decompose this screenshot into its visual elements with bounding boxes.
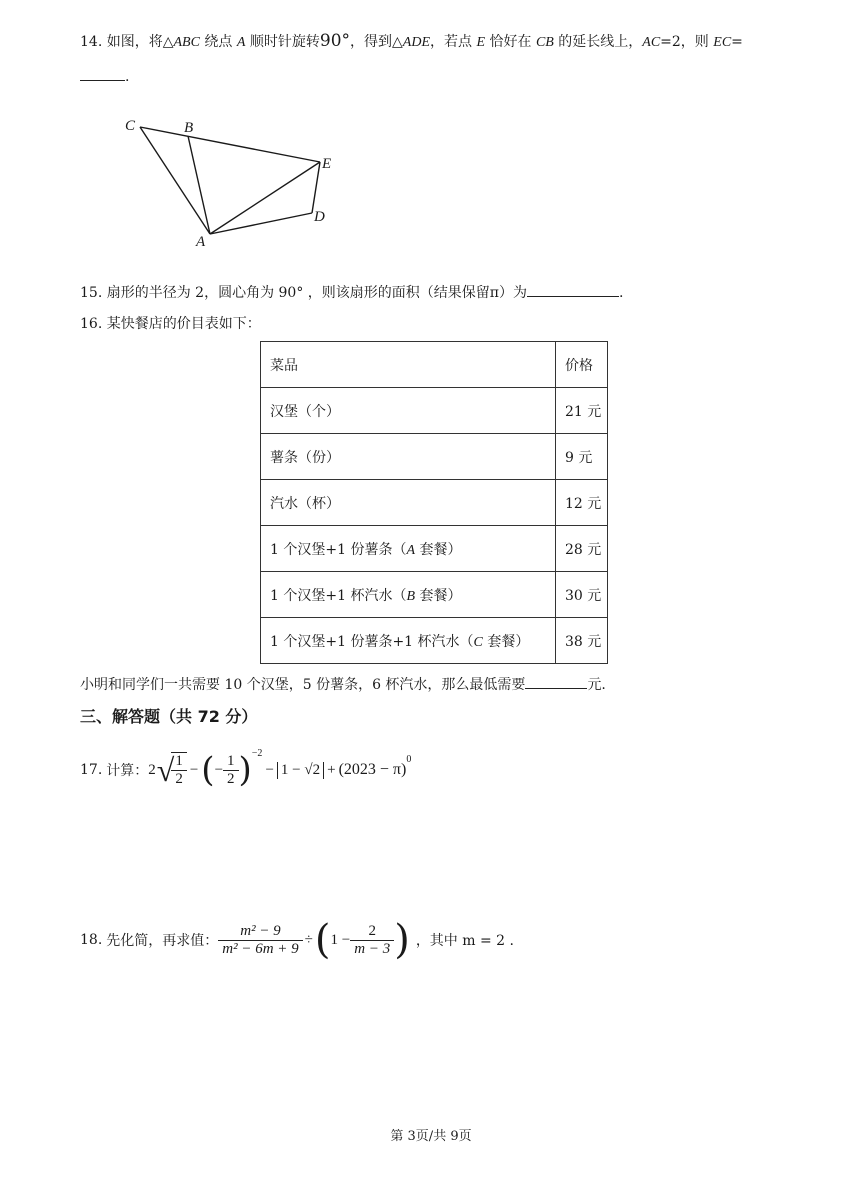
- segment-ca: [140, 127, 210, 234]
- q15-number: 15.: [80, 285, 103, 301]
- q16-intro: 某快餐店的价目表如下：: [106, 316, 261, 332]
- q17-minus2: −: [265, 761, 274, 778]
- abs-content: 1 − √2: [280, 761, 321, 778]
- label-c: C: [125, 118, 136, 134]
- header-item: 菜品: [261, 342, 556, 388]
- frac-inner-num: 2: [368, 922, 376, 939]
- q14-answer-blank[interactable]: [80, 68, 125, 81]
- q17-line: [80, 748, 411, 792]
- row-item: [261, 526, 556, 572]
- row-item-post: 套餐）: [415, 587, 462, 604]
- left-paren: (: [201, 750, 215, 790]
- q14-text-0: 如图，将△: [106, 34, 174, 50]
- q14-text-12: 的延长线上，: [553, 34, 643, 50]
- sqrt-sign: √: [156, 752, 175, 788]
- row-item: 薯条（份）: [261, 434, 556, 480]
- q17-number: 17.: [80, 762, 103, 778]
- row-item-pre: 1 个汉堡+1 份薯条（: [270, 541, 407, 558]
- q18-div: ÷: [304, 931, 313, 948]
- row-item: 汉堡（个）: [261, 388, 556, 434]
- q17-neg: −: [214, 761, 224, 778]
- q17-paren: (2023 − π): [338, 761, 407, 778]
- q16-tail: 元.: [587, 677, 606, 693]
- q17-exp0: 0: [406, 754, 412, 765]
- row-item-post: 套餐）: [482, 633, 530, 650]
- q15-answer-blank[interactable]: [527, 284, 619, 297]
- segment-ce: [140, 127, 320, 162]
- q14-answer-line: [80, 68, 129, 84]
- q14-text-16: =: [731, 34, 743, 50]
- q14-number: 14.: [80, 34, 103, 50]
- header-price: 价格: [556, 342, 608, 388]
- left-paren: (: [314, 917, 331, 963]
- q14-text-2: 绕点: [199, 34, 237, 50]
- row-item: 汽水（杯）: [261, 480, 556, 526]
- row-item-letter: A: [406, 542, 416, 558]
- q18-line: [80, 915, 514, 965]
- row-item-post: 套餐）: [415, 541, 462, 558]
- q17-exp-neg2: −2: [251, 748, 263, 759]
- q14-text-4: 顺时针旋转: [245, 34, 320, 50]
- q17-label: 计算：: [106, 763, 149, 779]
- table-row: [261, 618, 608, 664]
- q14-text-6: ，得到△: [350, 34, 403, 50]
- q18-frac-inner: [350, 923, 394, 958]
- q15-text: 扇形的半径为 2，圆心角为 90° ，则该扇形的面积（结果保留π）为: [106, 285, 527, 301]
- right-paren: ): [238, 750, 252, 790]
- segment-ba: [188, 136, 210, 234]
- table-row: [261, 480, 608, 526]
- q18-inner-one: 1 −: [330, 931, 351, 948]
- q14-text-14: =2，则: [660, 34, 714, 50]
- q17-frac1: [171, 752, 187, 788]
- q17-plus: +: [327, 761, 336, 778]
- q17-coef: 2: [148, 761, 156, 778]
- q18-condition: ，其中 m = 2 .: [415, 933, 514, 949]
- frac-main-den: m² − 6m + 9: [218, 940, 302, 958]
- frac-main-num: m² − 9: [240, 922, 281, 939]
- table-row: [261, 572, 608, 618]
- q14-text-3: A: [236, 35, 246, 50]
- q14-text-5: 90°: [319, 31, 351, 51]
- q15-tail: .: [619, 285, 624, 301]
- row-price: 28 元: [556, 526, 608, 572]
- q18-label: 先化简，再求值：: [106, 933, 219, 949]
- q14-text-15: EC: [713, 35, 732, 50]
- row-price: 12 元: [556, 480, 608, 526]
- row-price: 38 元: [556, 618, 608, 664]
- label-e: E: [322, 156, 332, 172]
- row-item: [261, 572, 556, 618]
- q14-text-1: ABC: [173, 35, 200, 50]
- q16-number: 16.: [80, 316, 103, 332]
- q14-blank-tail: .: [125, 69, 130, 85]
- right-paren: ): [394, 917, 410, 963]
- frac1-den: 2: [171, 770, 187, 788]
- table-row: [261, 388, 608, 434]
- row-item-pre: 1 个汉堡+1 份薯条+1 杯汽水（: [270, 633, 474, 650]
- row-item: [261, 618, 556, 664]
- page-number: 第 3页/共 9页: [390, 1129, 472, 1144]
- row-price: 21 元: [556, 388, 608, 434]
- row-item-letter: C: [473, 634, 483, 650]
- q14-text-13: AC: [642, 35, 661, 50]
- abs-value: [277, 762, 324, 779]
- q14-text-11: CB: [535, 35, 554, 50]
- price-table: [260, 341, 608, 664]
- frac1-num: 1: [175, 753, 183, 769]
- frac2-den: 2: [223, 770, 239, 788]
- q14-text-7: ADE: [402, 35, 431, 50]
- label-b: B: [184, 120, 194, 136]
- q15-line: [80, 284, 623, 300]
- section-title: 三、解答题（共 72 分）: [80, 707, 258, 726]
- q16-question-line: [80, 676, 606, 692]
- q14-text-10: 恰好在: [485, 34, 536, 50]
- q14-text-8: ，若点: [430, 34, 477, 50]
- q16-intro-line: [80, 317, 261, 331]
- q16-question: 小明和同学们一共需要 10 个汉堡，5 份薯条，6 杯汽水，那么最低需要: [80, 677, 526, 693]
- q14-figure: [120, 110, 360, 250]
- row-price: 9 元: [556, 434, 608, 480]
- row-price: 30 元: [556, 572, 608, 618]
- label-a: A: [196, 234, 206, 250]
- q18-frac-main: [218, 923, 302, 958]
- q17-frac2: [223, 753, 239, 788]
- label-d: D: [314, 209, 325, 225]
- q14-line: [80, 33, 743, 50]
- row-item-pre: 1 个汉堡+1 杯汽水（: [270, 587, 407, 604]
- frac-inner-den: m − 3: [350, 940, 394, 958]
- frac2-num: 1: [227, 752, 235, 769]
- segment-ed: [312, 162, 320, 213]
- table-header-row: [261, 342, 608, 388]
- q18-number: 18.: [80, 932, 103, 948]
- q17-minus: −: [189, 761, 199, 778]
- q14-text-9: E: [476, 35, 486, 50]
- table-row: [261, 434, 608, 480]
- row-item-letter: B: [406, 588, 416, 604]
- table-row: [261, 526, 608, 572]
- q16-answer-blank[interactable]: [525, 676, 587, 689]
